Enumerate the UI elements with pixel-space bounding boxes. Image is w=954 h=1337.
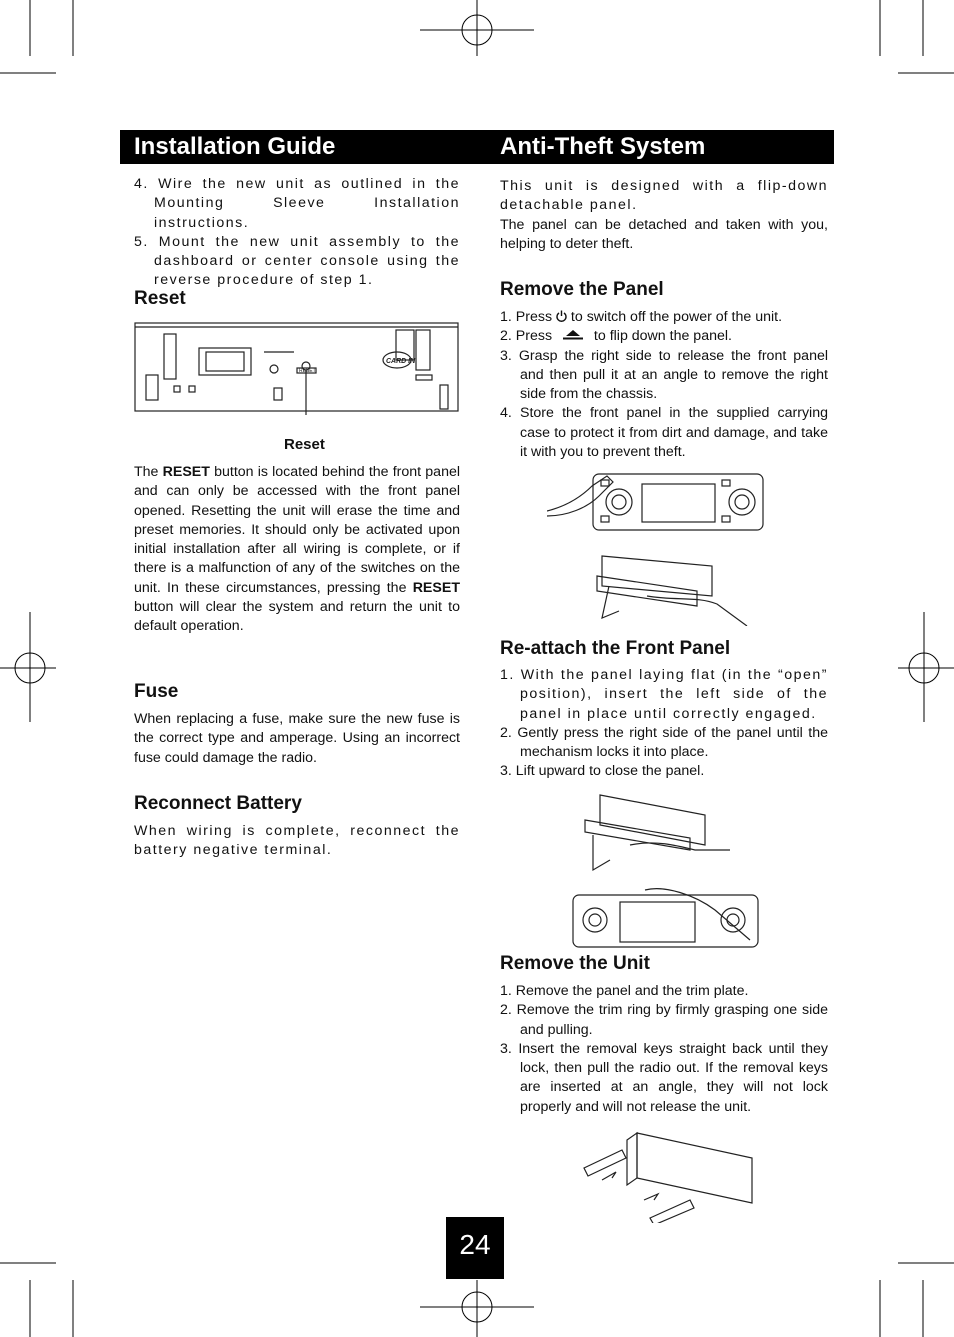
battery-text: When wiring is complete, reconnect the battery negative terminal. [134,823,460,859]
remove-unit-steps [500,982,828,1117]
step-4: 4. Wire the new unit as outlined in the Mounting Sleeve Installation instructions. [134,176,460,231]
remove-panel-illustration [547,466,767,626]
reset-heading: Reset [134,288,186,309]
reset-text-post: button will clear the system and return the unit to default operation. [134,599,460,635]
remove-unit-heading: Remove the Unit [500,953,650,974]
eject-icon [560,329,586,341]
reset-paragraph [134,463,460,637]
reset-label-on-unit: RESET [299,368,316,374]
fuse-text: When replacing a fuse, make sure the new fuse is the correct type and amperage. Using an incorrect fuse could damage the radio. [134,711,460,766]
reattach-illustration [565,790,765,950]
step-5: 5. Mount the new unit assembly to the dashboard or center console using the reverse procedure of step 1. [134,233,460,289]
remove-panel-heading: Remove the Panel [500,279,664,300]
ra-step-3: 3. Lift upward to close the panel. [500,763,705,780]
reset-bold-1: RESET [162,464,210,480]
rp-step-2: 2. Press to flip down the panel. [500,328,732,345]
rp-step-3: 3. Grasp the right side to release the front panel and then pull it at an angle to remove the right side from the chassis. [500,347,828,403]
reset-text-mid: button is located behind the front panel and can only be accessed with the front panel opened. Resetting the unit will erase the time and preset memories. It should only be activated upon initial installation after all wiring is complete, or if there is a malfunction of any of the switches on the unit. In these circumstances, pressing the [134,464,460,596]
intro-2: The panel can be detached and taken with you, helping to deter theft. [500,216,828,252]
battery-heading: Reconnect Battery [134,793,302,814]
reattach-steps [500,666,828,782]
power-icon [556,310,567,322]
rp-step-1: 1. Press to switch off the power of the unit. [500,309,783,325]
fuse-paragraph [134,710,460,768]
ra-step-2: 2. Gently press the right side of the panel until the mechanism locks it into place. [500,724,828,761]
fuse-heading: Fuse [134,681,179,702]
reset-text-pre: The [134,464,163,480]
ru-step-2: 2. Remove the trim ring by firmly grasping one side and pulling. [500,1002,828,1038]
removal-keys-illustration [582,1128,762,1223]
battery-paragraph [134,822,460,861]
banner-installation-guide: Installation Guide [120,130,490,164]
reattach-heading: Re-attach the Front Panel [500,638,731,659]
reset-chassis-illustration [134,320,460,415]
intro-paragraph [500,177,828,254]
ra-step-1: 1. With the panel laying flat (in the “open” position), insert the left side of the panel in place until correctly engaged. [500,667,828,722]
card-in-label: CARD IN [386,358,416,365]
reset-bold-2: RESET [412,579,460,596]
ru-step-3: 3. Insert the removal keys straight back until they lock, then pull the radio out. If the removal keys are inserted at an angle, they will not lock properly and will not release the unit. [500,1040,828,1115]
remove-panel-steps [500,308,828,462]
intro-1: This unit is designed with a flip-down detachable panel. [500,178,828,214]
ru-step-1: 1. Remove the panel and the trim plate. [500,983,749,999]
banner-anti-theft: Anti-Theft System [486,130,834,164]
left-column [134,175,460,291]
rp-step-4: 4. Store the front panel in the supplied carrying case to protect it from dirt and damage, and take it with you to prevent theft. [500,405,828,461]
reset-caption: Reset [284,436,325,453]
page-number: 24 [446,1217,504,1279]
